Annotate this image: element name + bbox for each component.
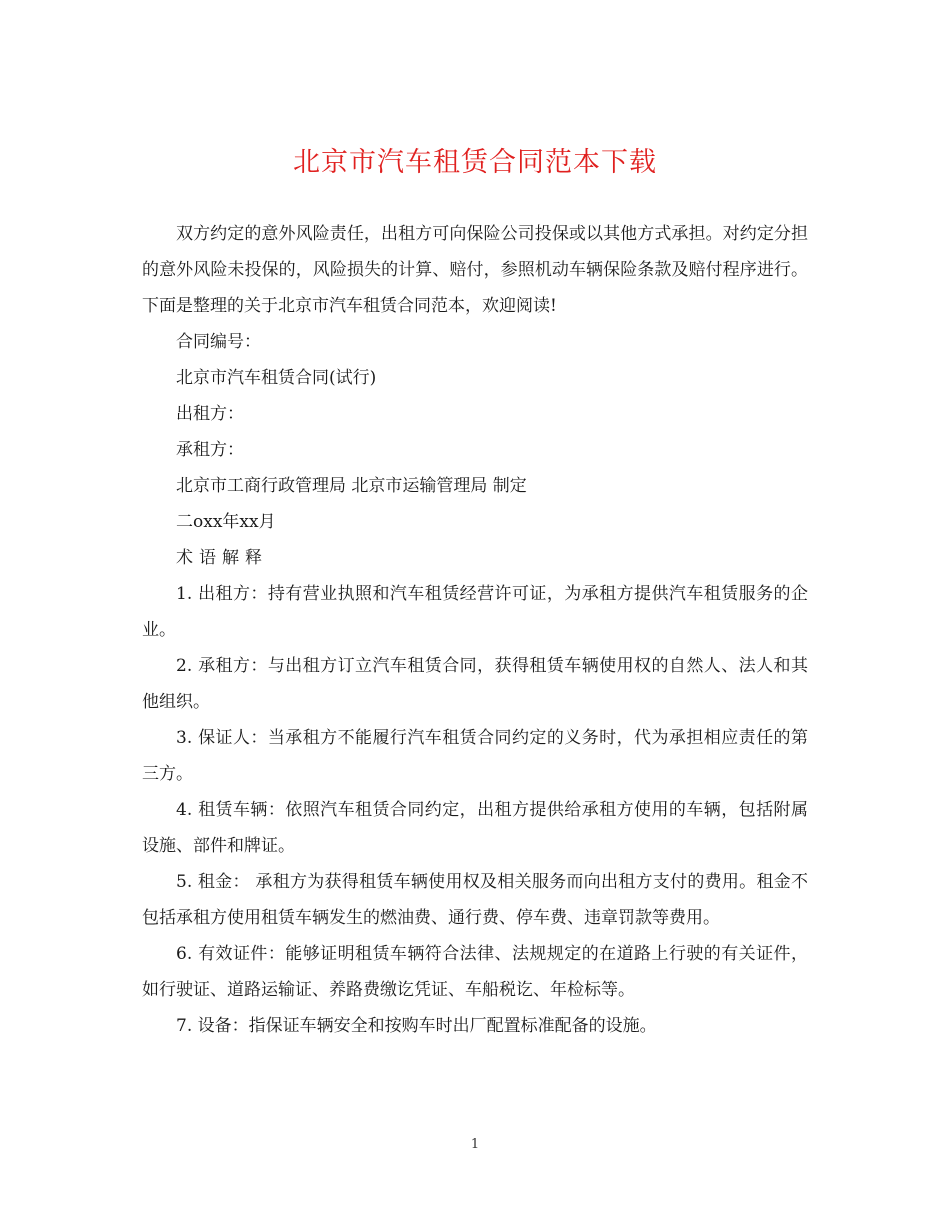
term-item-3: 3. 保证人：当承租方不能履行汽车租赁合同约定的义务时，代为承担相应责任的第三方。 (142, 728, 808, 784)
term-item-5: 5. 租金： 承租方为获得租赁车辆使用权及相关服务而向出租方支付的费用。租金不包括承租方使用租赁车辆发生的燃油费、通行费、停车费、违章罚款等费用。 (142, 872, 808, 928)
issuer-line: 北京市工商行政管理局 北京市运输管理局 制定 (176, 476, 527, 496)
lessor-line: 出租方： (176, 404, 244, 424)
document-title: 北京市汽车租赁合同范本下载 (293, 147, 657, 178)
page-number: 1 (470, 1137, 480, 1152)
date-line: 二oxx年xx月 (176, 512, 276, 532)
term-item-2: 2. 承租方：与出租方订立汽车租赁合同，获得租赁车辆使用权的自然人、法人和其他组织。 (142, 656, 808, 712)
contract-number-line: 合同编号： (176, 332, 261, 352)
intro-paragraph: 双方约定的意外风险责任，出租方可向保险公司投保或以其他方式承担。对约定分担的意外风险未投保的，风险损失的计算、赔付，参照机动车辆保险条款及赔付程序进行。下面是整理的关于北京市汽车租赁合同范本，欢迎阅读! (142, 224, 808, 316)
terms-heading: 术语解释 (176, 548, 268, 568)
term-item-6: 6. 有效证件：能够证明租赁车辆符合法律、法规规定的在道路上行驶的有关证件，如行驶证、道路运输证、养路费缴讫凭证、车船税讫、年检标等。 (142, 944, 808, 1000)
term-item-1: 1. 出租方：持有营业执照和汽车租赁经营许可证，为承租方提供汽车租赁服务的企业。 (142, 584, 808, 640)
contract-name-line: 北京市汽车租赁合同(试行) (176, 368, 377, 388)
term-item-4: 4. 租赁车辆：依照汽车租赁合同约定，出租方提供给承租方使用的车辆，包括附属设施、部件和牌证。 (142, 800, 808, 856)
document-body (142, 216, 808, 1044)
lessee-line: 承租方： (176, 440, 244, 460)
term-item-7: 7. 设备：指保证车辆安全和按购车时出厂配置标准配备的设施。 (176, 1016, 657, 1036)
